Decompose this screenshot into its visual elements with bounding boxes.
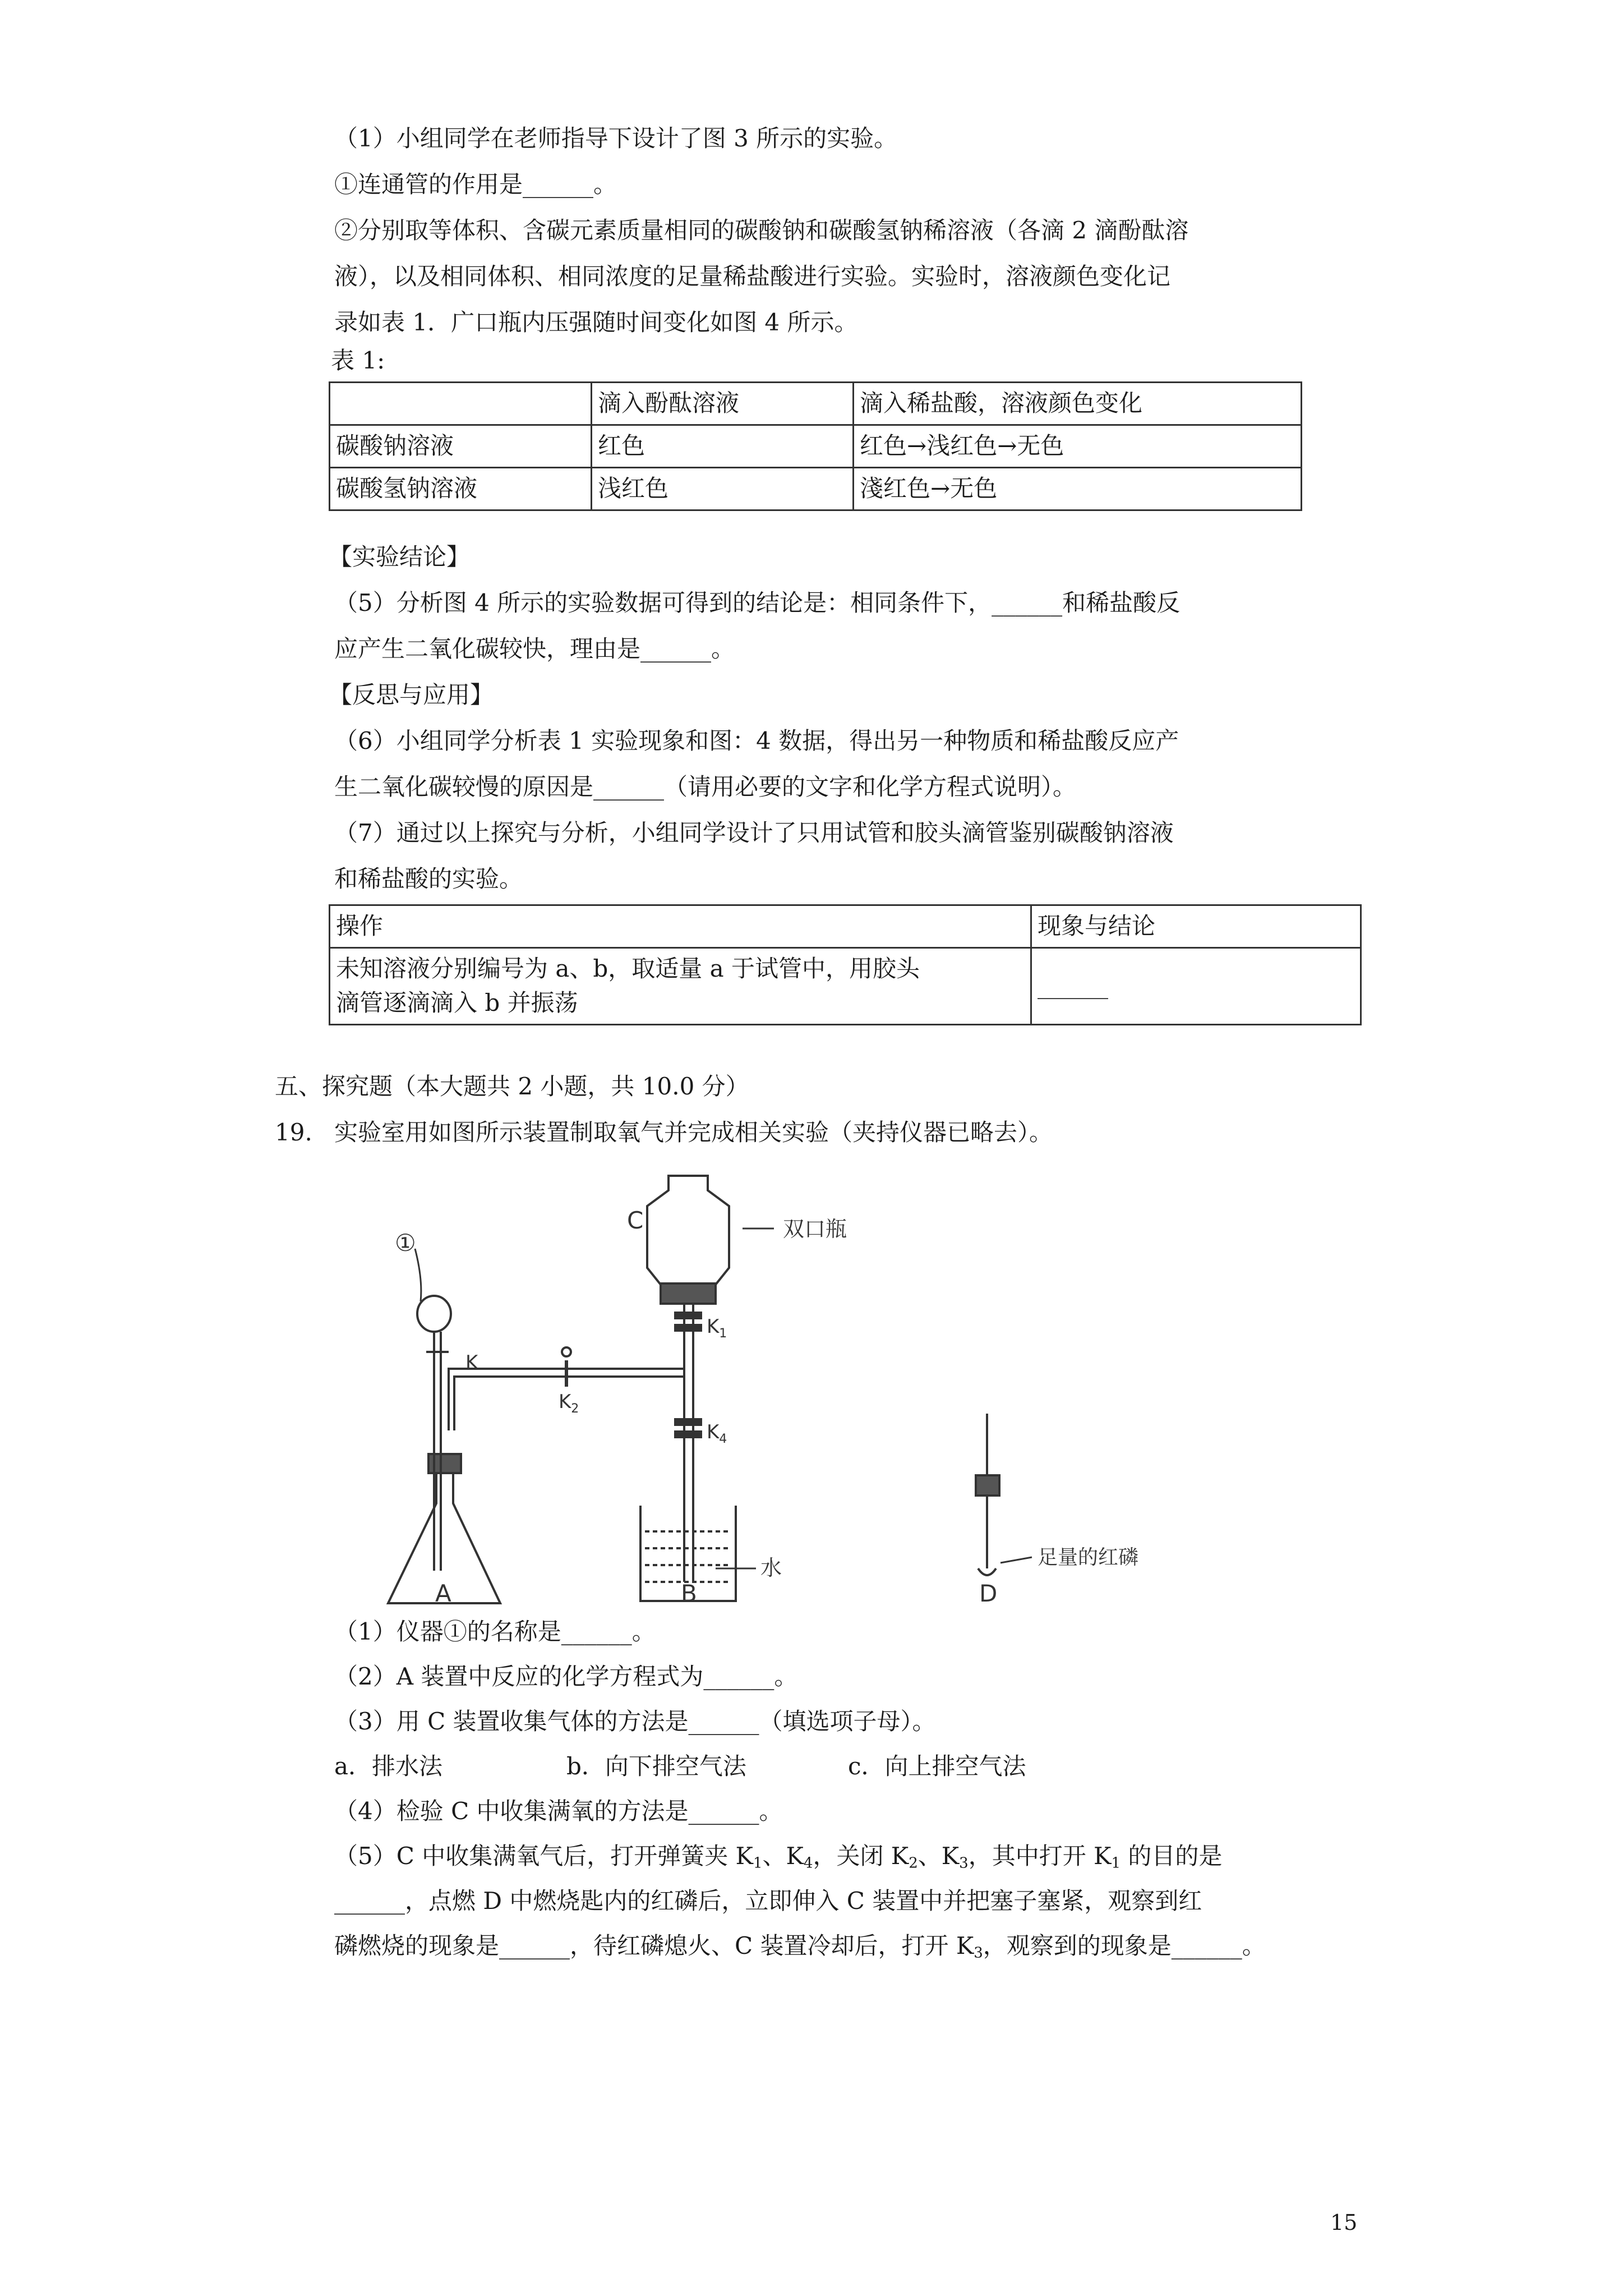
- q1-intro: （1）小组同学在老师指导下设计了图 3 所示的实验。: [334, 125, 898, 152]
- q5-line1: （5）分析图 4 所示的实验数据可得到的结论是：相同条件下，______和稀盐酸反: [334, 589, 1181, 616]
- q1-sub2-line3: 录如表 1．广口瓶内压强随时间变化如图 4 所示。: [334, 309, 858, 336]
- operation-line1: 未知溶液分别编号为 a、b，取适量 a 于试管中，用胶头: [336, 954, 920, 982]
- table-row: [330, 905, 1361, 948]
- table1-label: 表 1:: [331, 347, 385, 374]
- table-header-cell: [330, 383, 592, 425]
- reflection-heading: 【反思与应用】: [329, 681, 494, 708]
- table-row: [330, 467, 1302, 510]
- label-k2: $K_2$: [559, 1391, 579, 1416]
- conclusion-heading: 【实验结论】: [329, 543, 471, 570]
- table1: [329, 381, 1302, 511]
- section-heading: 五、探究题（本大题共 2 小题，共 10.0 分）: [275, 1073, 749, 1100]
- q7-line1: （7）通过以上探究与分析，小组同学设计了只用试管和胶头滴管鉴别碳酸钠溶液: [334, 819, 1174, 846]
- q19-part2: （2）A 装置中反应的化学方程式为______。: [334, 1663, 798, 1690]
- table-header-cell: 现象与结论: [1031, 905, 1361, 948]
- operation-line2: 滴管逐滴滴入 b 并振荡: [336, 988, 578, 1016]
- q19-part5-line3: 磷燃烧的现象是______，待红磷熄火、C 装置冷却后，打开 $K_3$，观察到的现象是______。: [334, 1932, 1266, 1962]
- q19-part5-line2: ______，点燃 D 中燃烧匙内的红磷后，立即伸入 C 装置中并把塞子塞紧，观察到红: [334, 1887, 1202, 1915]
- label-k: K: [465, 1351, 478, 1374]
- table-header-cell: 操作: [330, 905, 1031, 948]
- q1-sub1: ①连通管的作用是______。: [334, 171, 617, 198]
- table-cell: 红色→浅红色→无色: [854, 425, 1302, 467]
- table-cell: [330, 947, 1031, 1024]
- option-b: b．向下排空气法: [566, 1752, 746, 1780]
- q1-sub2-line1: ②分别取等体积、含碳元素质量相同的碳酸钠和碳酸氢钠稀溶液（各滴 2 滴酚酞溶: [334, 217, 1189, 244]
- table-row: [330, 947, 1361, 1024]
- question-number: 19.: [275, 1119, 312, 1146]
- table-cell: 碳酸钠溶液: [330, 425, 592, 467]
- table-cell: 红色: [592, 425, 854, 467]
- q6-line2: 生二氧化碳较慢的原因是______（请用必要的文字和化学方程式说明）。: [334, 773, 1077, 800]
- bottle-c: [647, 1176, 729, 1285]
- label-c-note: 双口瓶: [783, 1217, 847, 1241]
- result-blank: ______: [1038, 972, 1108, 1000]
- label-b: B: [681, 1580, 697, 1604]
- label-k1: $K_1$: [707, 1315, 727, 1341]
- page-number: 15: [1330, 2210, 1358, 2235]
- label-c: C: [627, 1207, 644, 1234]
- option-c: c．向上排空气法: [848, 1752, 1026, 1780]
- apparatus-figure: [381, 1167, 1189, 1604]
- label-1: ①: [395, 1229, 416, 1257]
- table-header-cell: 滴入酚酞溶液: [592, 383, 854, 425]
- label-phosphorus: 足量的红磷: [1038, 1546, 1139, 1569]
- q1-sub2-line2: 液），以及相同体积、相同浓度的足量稀盐酸进行实验。实验时，溶液颜色变化记: [334, 263, 1171, 290]
- separatory-funnel: [417, 1296, 451, 1332]
- table-cell: 淺红色→无色: [854, 467, 1302, 510]
- table-cell: 碳酸氢钠溶液: [330, 467, 592, 510]
- bottle-c-stopper: [661, 1283, 716, 1304]
- table-cell: [1031, 947, 1361, 1024]
- label-d: D: [979, 1580, 998, 1604]
- q7-line2: 和稀盐酸的实验。: [334, 865, 523, 892]
- table-cell: 浅红色: [592, 467, 854, 510]
- q19-part5-line1: （5）C 中收集满氧气后，打开弹簧夹 $K_1$、$K_4$，关闭 $K_2$、$K_3$，其中打开 $K_1$ 的目的是: [334, 1842, 1223, 1872]
- table-row: [330, 425, 1302, 467]
- table-row: [330, 383, 1302, 425]
- q19-part1: （1）仪器①的名称是______。: [334, 1618, 656, 1645]
- q19-part3: （3）用 C 装置收集气体的方法是______（填选项子母）。: [334, 1708, 936, 1735]
- q19-part4: （4）检验 C 中收集满氧的方法是______。: [334, 1797, 783, 1825]
- table-header-cell: 滴入稀盐酸，溶液颜色变化: [854, 383, 1302, 425]
- option-a: a．排水法: [334, 1752, 443, 1780]
- q5-line2: 应产生二氧化碳较快，理由是______。: [334, 635, 735, 662]
- table2: [329, 904, 1362, 1025]
- label-k4: $K_4$: [707, 1421, 727, 1446]
- q6-line1: （6）小组同学分析表 1 实验现象和图：4 数据，得出另一种物质和稀盐酸反应产: [334, 727, 1179, 754]
- label-a: A: [435, 1580, 451, 1604]
- label-water: 水: [760, 1556, 782, 1580]
- question-text: 实验室用如图所示装置制取氧气并完成相关实验（夹持仪器已略去）。: [334, 1119, 1053, 1146]
